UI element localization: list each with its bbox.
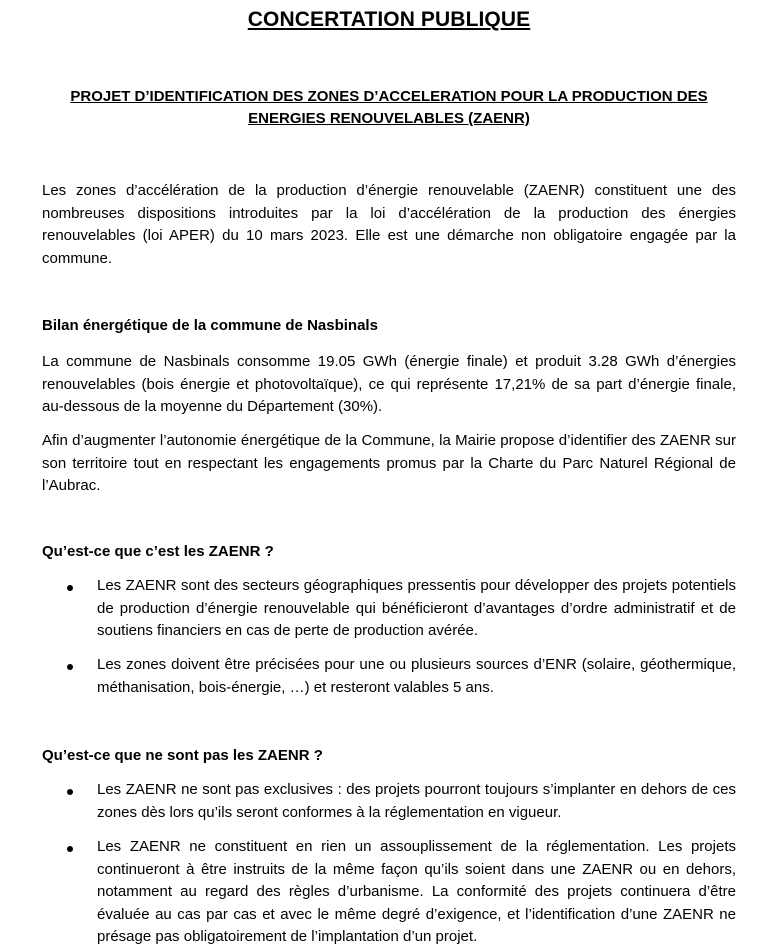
bullet-icon — [67, 846, 73, 852]
what-list-item: Les zones doivent être précisées pour une ou plusieurs sources d’ENR (solaire, géothermique, méthanisation, bois-énergie, …) et resteront valables 5 ans. — [97, 656, 736, 696]
bilan-paragraph-2: Afin d’augmenter l’autonomie énergétique de la Commune, la Mairie propose d’identifier des ZAENR sur son territoire tout en respectant les engagements promus par la Charte du Parc Naturel Régional de l’Aubrac. — [42, 432, 736, 494]
what-heading: Qu’est-ce que c’est les ZAENR ? — [42, 543, 274, 560]
what-list-item: Les ZAENR sont des secteurs géographiques pressentis pour développer des projets potentiels de production d’énergie renouvelable qui bénéficieront d’avantages d’ordre administratif et de soutiens financiers en cas de perte de production avérée. — [97, 577, 736, 639]
whatnot-list-item: Les ZAENR ne constituent en rien un assouplissement de la réglementation. Les projets continueront à être instruits de la même façon qu’ils soient dans une ZAENR ou en dehors, notamment au regard des règles d’urbanisme. La conformité des projets continuera d’être évaluée au cas par cas et avec le même degré d’exigence, et l’identification d’une ZAENR ne présage pas obligatoirement de l’implantation d’un projet. — [97, 838, 736, 945]
intro-paragraph: Les zones d’accélération de la production d’énergie renouvelable (ZAENR) constituent une des nombreuses dispositions introduites par la loi d’accélération de la production des énergies renouvelables (loi APER) du 10 mars 2023. Elle est une démarche non obligatoire engagée par la commune. — [42, 182, 736, 267]
project-subtitle-line-2: ENERGIES RENOUVELABLES (ZAENR) — [248, 110, 530, 127]
bilan-heading: Bilan énergétique de la commune de Nasbinals — [42, 317, 378, 334]
project-subtitle — [40, 86, 738, 130]
whatnot-list-item: Les ZAENR ne sont pas exclusives : des projets pourront toujours s’implanter en dehors de ces zones dès lors qu’ils seront conformes à la réglementation en vigueur. — [97, 781, 736, 821]
bullet-icon — [67, 585, 73, 591]
project-subtitle-line-1: PROJET D’IDENTIFICATION DES ZONES D’ACCELERATION POUR LA PRODUCTION DES — [70, 88, 708, 105]
page-title: CONCERTATION PUBLIQUE — [247, 8, 531, 31]
bilan-paragraph-1: La commune de Nasbinals consomme 19.05 GWh (énergie finale) et produit 3.28 GWh d’énergies renouvelables (bois énergie et photovoltaïque), ce qui représente 17,21% de sa part d’énergie finale, au-dessous de la moyenne du Département (30%). — [42, 353, 736, 415]
bullet-icon — [67, 664, 73, 670]
whatnot-heading: Qu’est-ce que ne sont pas les ZAENR ? — [42, 747, 323, 764]
bullet-icon — [67, 789, 73, 795]
